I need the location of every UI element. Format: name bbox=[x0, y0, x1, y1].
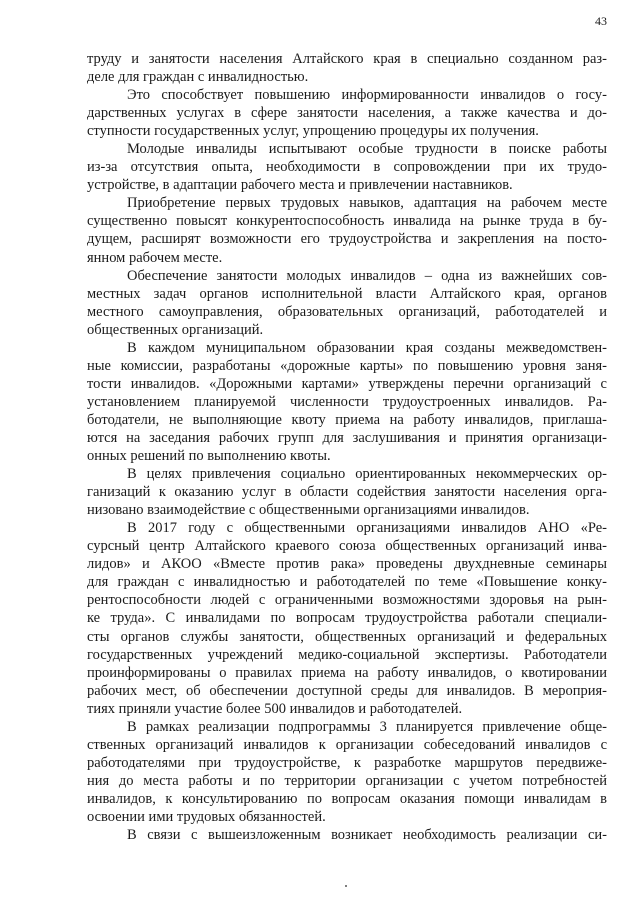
body-text bbox=[87, 50, 607, 844]
paragraph bbox=[87, 826, 607, 844]
text-line: В 2017 году с общественными организациями инвалидов АНО «Ре- bbox=[127, 520, 607, 537]
paragraph bbox=[87, 194, 607, 266]
text-line: В связи с вышеизложенным возникает необходимость реализации си- bbox=[127, 827, 607, 844]
page-number: 43 bbox=[595, 14, 607, 28]
paragraph bbox=[87, 465, 607, 519]
text-line: устройстве, в адаптации рабочего места и привлечении наставников. bbox=[87, 177, 513, 194]
text-line: государственных учреждений медико-социальной экспертизы. Работодатели bbox=[87, 646, 607, 663]
text-line: существенно повысят конкурентоспособность инвалида на рынке труда в бу- bbox=[87, 213, 607, 230]
text-line: рабочих мест, об обеспечении доступной среды для инвалидов. В мероприя- bbox=[87, 682, 607, 699]
text-line: низовано взаимодействие с общественными организациями инвалидов. bbox=[87, 502, 530, 519]
text-line: из-за отсутствия опыта, необходимости в сопровождении при их трудо- bbox=[87, 159, 607, 176]
text-line: ственных организаций инвалидов к организации собеседований инвалидов с bbox=[87, 736, 607, 753]
paragraph bbox=[87, 339, 607, 465]
text-line: ганизаций к оказанию услуг в области содействия занятости населения орга- bbox=[87, 484, 607, 501]
text-line: дарственных услугах в сфере занятости населения, а также качества и до- bbox=[87, 105, 607, 122]
text-line: деле для граждан с инвалидностью. bbox=[87, 69, 309, 86]
text-line: ются на заседания рабочих групп для заслушивания и принятия организаци- bbox=[87, 429, 607, 446]
text-line: Приобретение первых трудовых навыков, адаптация на рабочем месте bbox=[127, 195, 607, 212]
text-line: янном рабочем месте. bbox=[87, 249, 223, 266]
text-line: общественных организаций. bbox=[87, 321, 264, 338]
text-line: тиях приняли участие более 500 инвалидов и работодателей. bbox=[87, 700, 463, 717]
text-line: В рамках реализации подпрограммы 3 планируется привлечение обще- bbox=[127, 718, 607, 735]
text-line: для граждан с инвалидностью и работодателей по теме «Повышение конку- bbox=[87, 574, 607, 591]
text-line: инвалидов, к консультированию по вопросам оказания помощи инвалидам в bbox=[87, 790, 607, 807]
paragraph bbox=[87, 86, 607, 140]
text-line: освоении ими трудовых обязанностей. bbox=[87, 808, 326, 825]
text-line: ные комиссии, разработаны «дорожные карты» по повышению уровня заня- bbox=[87, 357, 607, 374]
text-line: рентоспособности людей с ограниченными возможностями здоровья на рын- bbox=[87, 592, 607, 609]
text-line: сурсный центр Алтайского краевого союза общественных организаций инва- bbox=[87, 538, 607, 555]
text-line: труду и занятости населения Алтайского края в специально созданном раз- bbox=[87, 51, 607, 67]
text-line: Обеспечение занятости молодых инвалидов – одна из важнейших сов- bbox=[127, 267, 607, 284]
text-line: тости инвалидов. «Дорожными картами» утверждены перечни организаций с bbox=[87, 375, 607, 392]
text-line: онных решений по выполнению квоты. bbox=[87, 448, 331, 465]
text-line: ния до места работы и по территории организации с учетом потребностей bbox=[87, 772, 607, 789]
paragraph bbox=[87, 718, 607, 826]
text-line: ступности государственных услуг, упрощению процедуры их получения. bbox=[87, 123, 539, 140]
text-line: местных задач органов исполнительной власти Алтайского края, органов bbox=[87, 285, 607, 302]
paragraph bbox=[87, 50, 607, 86]
scan-speck bbox=[345, 885, 347, 887]
paragraph bbox=[87, 267, 607, 339]
text-line: Молодые инвалиды испытывают особые трудности в поиске работы bbox=[127, 141, 607, 158]
text-line: лидов» и АКОО «Вместе против рака» проведены двухдневные семинары bbox=[87, 556, 607, 573]
paragraph bbox=[87, 140, 607, 194]
text-line: дущем, расширят возможности его трудоустройства и закрепления на посто- bbox=[87, 231, 607, 248]
text-line: сты органов службы занятости, общественных организаций и федеральных bbox=[87, 628, 607, 645]
text-line: ботодатели, не выполняющие квоту приема на работу инвалидов, приглаша- bbox=[87, 411, 607, 428]
text-line: В каждом муниципальном образовании края созданы межведомствен- bbox=[127, 339, 607, 356]
text-line: проинформированы о правилах приема на работу инвалидов, о квотировании bbox=[87, 664, 607, 681]
text-line: Это способствует повышению информированности инвалидов о госу- bbox=[127, 87, 607, 104]
text-line: работодателями при трудоустройстве, к разработке маршрутов передвиже- bbox=[87, 754, 607, 771]
text-line: установлением планируемой численности трудоустроенных инвалидов. Ра- bbox=[87, 393, 607, 410]
paragraph bbox=[87, 519, 607, 718]
text-line: В целях привлечения социально ориентированных некоммерческих ор- bbox=[127, 466, 607, 483]
text-line: местного самоуправления, образовательных организаций, работодателей и bbox=[87, 303, 607, 320]
text-line: ке труда». С инвалидами по вопросам трудоустройства работали специали- bbox=[87, 610, 607, 627]
